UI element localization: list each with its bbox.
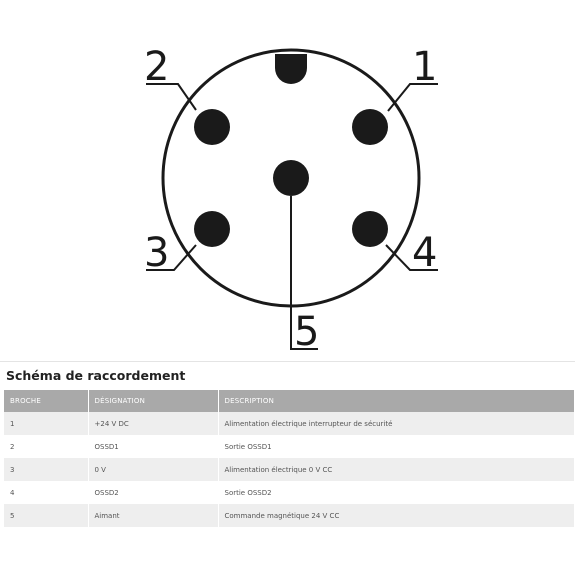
table-row (4, 504, 575, 527)
cell-designation: OSSD2 (88, 481, 218, 504)
cell-broche: 5 (4, 504, 88, 527)
cell-description: Alimentation électrique interrupteur de sécurité (218, 412, 575, 435)
cell-description: Alimentation électrique 0 V CC (218, 458, 575, 481)
table-header-row (4, 390, 575, 412)
column-header-designation: DÉSIGNATION (88, 390, 218, 412)
pin-2-contact (194, 109, 230, 145)
cell-broche: 1 (4, 412, 88, 435)
cell-designation: 0 V (88, 458, 218, 481)
cell-description: Sortie OSSD1 (218, 435, 575, 458)
cell-broche: 4 (4, 481, 88, 504)
pin-4-number: 4 (412, 230, 438, 276)
pin-1-contact (352, 109, 388, 145)
pin-4-contact (352, 211, 388, 247)
table-row (4, 435, 575, 458)
section-divider (0, 361, 575, 362)
column-header-description: DESCRIPTION (218, 390, 575, 412)
pin-1-number: 1 (412, 44, 438, 90)
cell-designation: +24 V DC (88, 412, 218, 435)
cell-broche: 3 (4, 458, 88, 481)
table-row (4, 481, 575, 504)
pin-2-number: 2 (144, 44, 170, 90)
table-row (4, 458, 575, 481)
cell-designation: OSSD1 (88, 435, 218, 458)
cell-designation: Aimant (88, 504, 218, 527)
cell-description: Commande magnétique 24 V CC (218, 504, 575, 527)
section-title: Schéma de raccordement (6, 368, 186, 383)
connection-table (4, 390, 575, 527)
pin-3-contact (194, 211, 230, 247)
pin-5-number: 5 (294, 309, 320, 355)
column-header-broche: BROCHE (4, 390, 88, 412)
table-row (4, 412, 575, 435)
pin-3-number: 3 (144, 230, 170, 276)
cell-broche: 2 (4, 435, 88, 458)
pin-5-contact (273, 160, 309, 196)
connector-key-notch (275, 54, 307, 84)
cell-description: Sortie OSSD2 (218, 481, 575, 504)
